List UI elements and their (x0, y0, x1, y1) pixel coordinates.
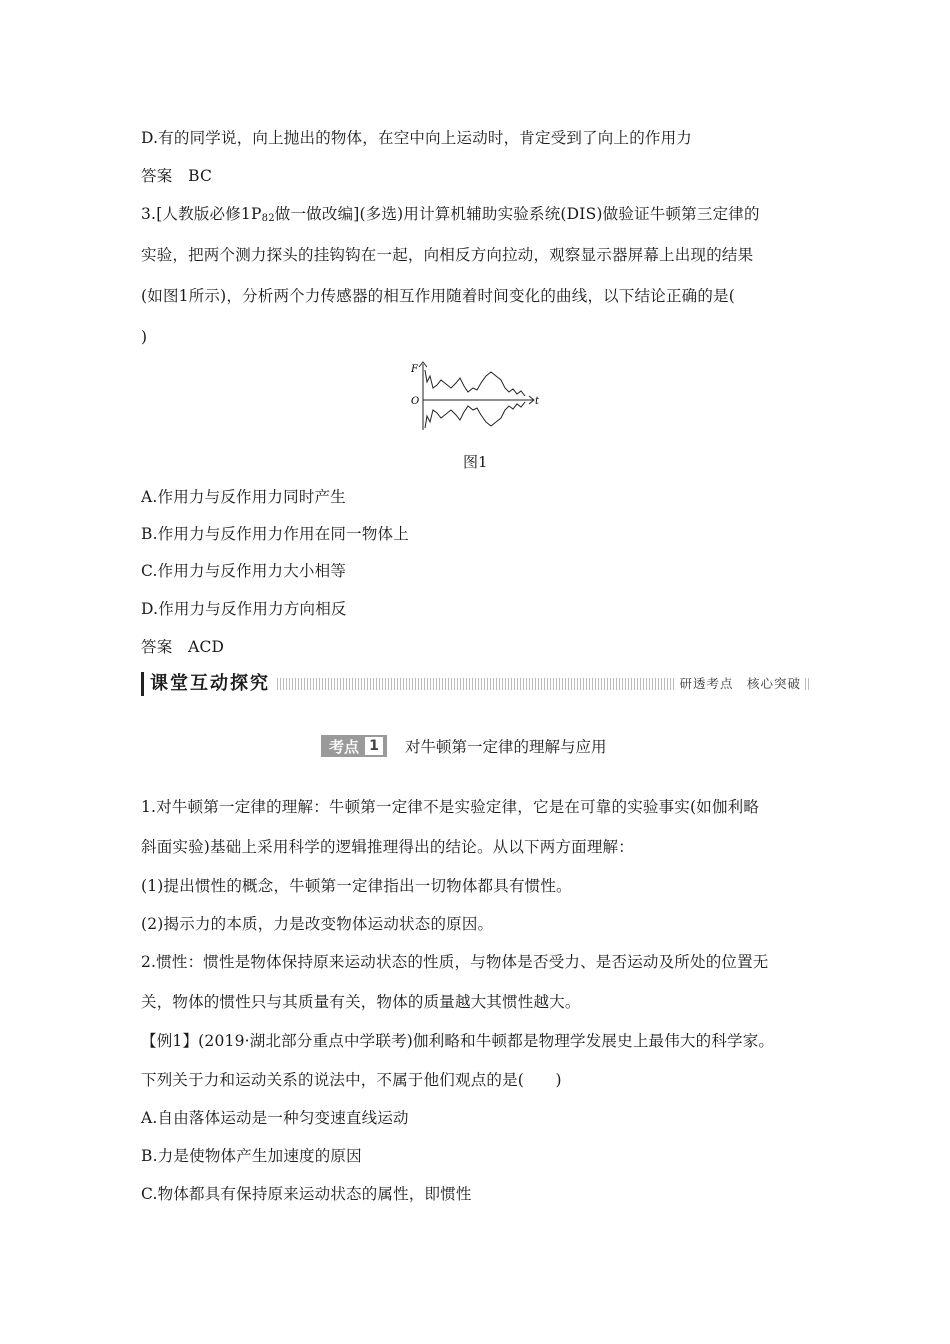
force-curve-lower (425, 402, 525, 428)
force-curve-upper (425, 370, 525, 396)
answer-prev: 答案 BC (141, 167, 213, 185)
point-1-sub1: (1)提出惯性的概念，牛顿第一定律指出一切物体都具有惯性。 (141, 877, 572, 895)
option-a: A.作用力与反作用力同时产生 (141, 488, 346, 506)
figure-caption: 图1 (463, 453, 488, 471)
question-3-line3: (如图1所示)，分析两个力传感器的相互作用随着时间变化的曲线，以下结论正确的是( (141, 287, 736, 305)
section-header (141, 672, 811, 696)
example-option-c: C.物体都具有保持原来运动状态的属性，即惯性 (141, 1185, 472, 1203)
axis-label-t: t (535, 396, 540, 407)
question-3-line1: 3.[人教版必修$1P_{82}$做一做改编](多选)用计算机辅助实验系统(DIS)做验证牛顿第三定律的 (141, 205, 760, 224)
force-time-figure (405, 358, 545, 438)
option-b: B.作用力与反作用力作用在同一物体上 (141, 525, 409, 543)
option-d: D.作用力与反作用力方向相反 (141, 600, 347, 618)
axis-label-f: F (411, 364, 418, 375)
section-title: 课堂互动探究 (141, 672, 276, 696)
answer: 答案 ACD (141, 638, 225, 656)
point-1-line2: 斜面实验)基础上采用科学的逻辑推理得出的结论。从以下两方面理解： (141, 838, 634, 856)
example-option-a: A.自由落体运动是一种匀变速直线运动 (141, 1109, 409, 1127)
example-option-b: B.力是使物体产生加速度的原因 (141, 1147, 362, 1165)
option-d-prev: D.有的同学说，向上抛出的物体，在空中向上运动时，肯定受到了向上的作用力 (141, 129, 693, 147)
origin-label: O (411, 396, 420, 407)
kaodian-title: 对牛顿第一定律的理解与应用 (405, 738, 607, 756)
option-c: C.作用力与反作用力大小相等 (141, 562, 347, 580)
point-1-line1: 1.对牛顿第一定律的理解：牛顿第一定律不是实验定律，它是在可靠的实验事实(如伽利略 (141, 798, 760, 816)
question-3-line4: ) (141, 328, 148, 346)
example-1-line2: 下列关于力和运动关系的说法中，不属于他们观点的是( ) (141, 1071, 562, 1089)
point-2-line1: 2.惯性：惯性是物体保持原来运动状态的性质，与物体是否受力、是否运动及所处的位置无 (141, 953, 769, 971)
point-1-sub2: (2)揭示力的本质，力是改变物体运动状态的原因。 (141, 915, 494, 933)
example-1-line1: 【例1】(2019·湖北部分重点中学联考)伽利略和牛顿都是物理学发展史上最伟大的科学家。 (141, 1032, 775, 1050)
point-2-line2: 关，物体的惯性只与其质量有关，物体的质量越大其惯性越大。 (141, 993, 581, 1011)
question-3-line2: 实验，把两个测力探头的挂钩钩在一起，向相反方向拉动，观察显示器屏幕上出现的结果 (141, 246, 754, 264)
kaodian-number: 1 (365, 737, 383, 755)
kaodian-badge (321, 735, 387, 757)
section-subtitle: 研透考点 核心突破 (675, 672, 805, 696)
kaodian-heading (321, 735, 607, 757)
kaodian-label: 考点 (329, 737, 360, 756)
